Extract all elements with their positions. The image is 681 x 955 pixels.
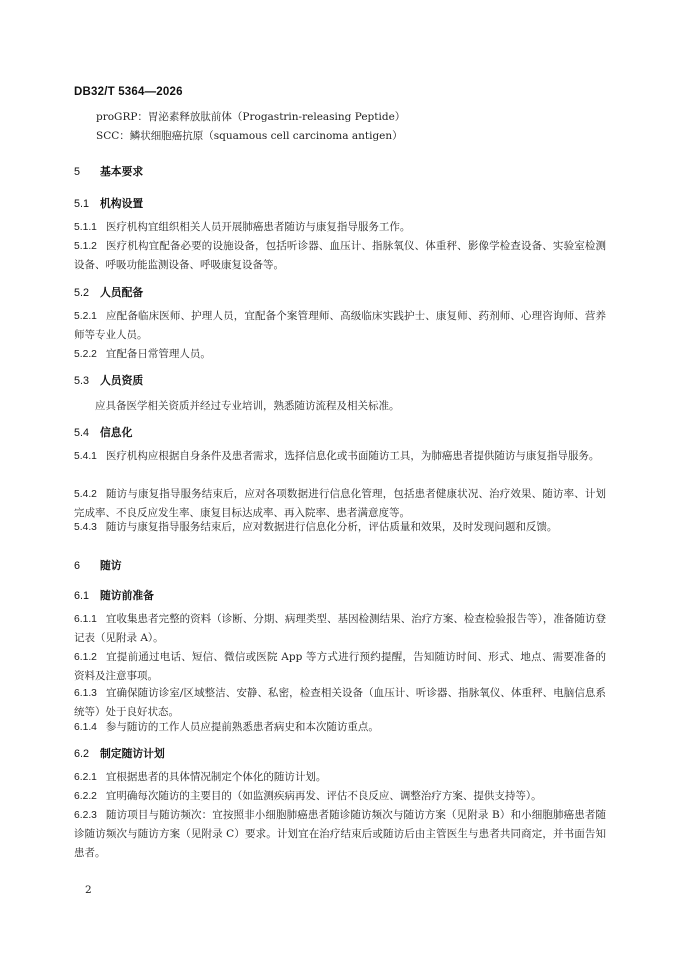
section-heading-5-4: 5.4 信息化 — [74, 427, 133, 439]
paragraph-6-1-4: 6.1.4 参与随访的工作人员应提前熟悉患者病史和本次随访重点。 — [74, 721, 379, 733]
section-heading-6-1: 6.1 随访前准备 — [74, 590, 154, 602]
section-heading-5: 5 基本要求 — [74, 166, 144, 178]
paragraph-6-1-1: 6.1.1 宜收集患者完整的资料（诊断、分期、病理类型、基因检测结果、治疗方案、检查检验报告等），准备随访登记表（见附录 A）。 — [74, 613, 606, 644]
paragraph-5-4-3: 5.4.3 随访与康复指导服务结束后，应对数据进行信息化分析，评估质量和效果，及时发现问题和反馈。 — [74, 521, 558, 533]
paragraph-6-2-3: 6.2.3 随访项目与随访频次：宜按照非小细胞肺癌患者随诊随访频次与随访方案（见附录 B）和小细胞肺癌患者随诊随访频次与随访方案（见附录 C）要求。计划宜在治疗结束后或随访后由主管医生与患者共同商定，并书面告知患者。 — [74, 809, 606, 859]
paragraph-5-1-2: 5.1.2 医疗机构宜配备必要的设施设备，包括听诊器、血压计、指脉氧仪、体重秤、影像学检查设备、实验室检测设备、呼吸功能监测设备、呼吸康复设备等。 — [74, 240, 606, 271]
section-heading-5-1: 5.1 机构设置 — [74, 198, 144, 210]
paragraph-6-1-2: 6.1.2 宜提前通过电话、短信、微信或医院 App 等方式进行预约提醒，告知随访时间、形式、地点、需要准备的资料及注意事项。 — [74, 651, 606, 682]
abbreviation-scc: SCC：鳞状细胞癌抗原（squamous cell carcinoma antigen） — [96, 130, 403, 142]
abbreviation-progrp: proGRP：胃泌素释放肽前体（Progastrin-releasing Peptide） — [96, 111, 406, 123]
paragraph-6-2-2: 6.2.2 宜明确每次随访的主要目的（如监测疾病再发、评估不良反应、调整治疗方案、提供支持等）。 — [74, 790, 542, 802]
section-heading-5-3: 5.3 人员资质 — [74, 375, 144, 387]
paragraph-5-3: 应具备医学相关资质并经过专业培训，熟悉随访流程及相关标准。 — [95, 400, 400, 412]
section-heading-6: 6 随访 — [74, 560, 122, 572]
page-number: 2 — [85, 884, 92, 896]
section-heading-5-2: 5.2 人员配备 — [74, 287, 144, 299]
document-code-header: DB32/T 5364—2026 — [74, 86, 183, 98]
paragraph-6-2-1: 6.2.1 宜根据患者的具体情况制定个体化的随访计划。 — [74, 771, 327, 783]
section-heading-6-2: 6.2 制定随访计划 — [74, 748, 165, 760]
paragraph-5-4-1: 5.4.1 医疗机构应根据自身条件及患者需求，选择信息化或书面随访工具，为肺癌患者提供随访与康复指导服务。 — [74, 450, 600, 462]
paragraph-5-2-2: 5.2.2 宜配备日常管理人员。 — [74, 348, 211, 360]
paragraph-5-1-1: 5.1.1 医疗机构宜组织相关人员开展肺癌患者随访与康复指导服务工作。 — [74, 221, 411, 233]
paragraph-5-2-1: 5.2.1 应配备临床医师、护理人员，宜配备个案管理师、高级临床实践护士、康复师、药剂师、心理咨询师、营养师等专业人员。 — [74, 310, 606, 341]
paragraph-6-1-3: 6.1.3 宜确保随访诊室/区域整洁、安静、私密，检查相关设备（血压计、听诊器、指脉氧仪、体重秤、电脑信息系统等）处于良好状态。 — [74, 687, 606, 718]
paragraph-5-4-2: 5.4.2 随访与康复指导服务结束后，应对各项数据进行信息化管理，包括患者健康状况、治疗效果、随访率、计划完成率、不良反应发生率、康复目标达成率、再入院率、患者满意度等。 — [74, 488, 606, 519]
